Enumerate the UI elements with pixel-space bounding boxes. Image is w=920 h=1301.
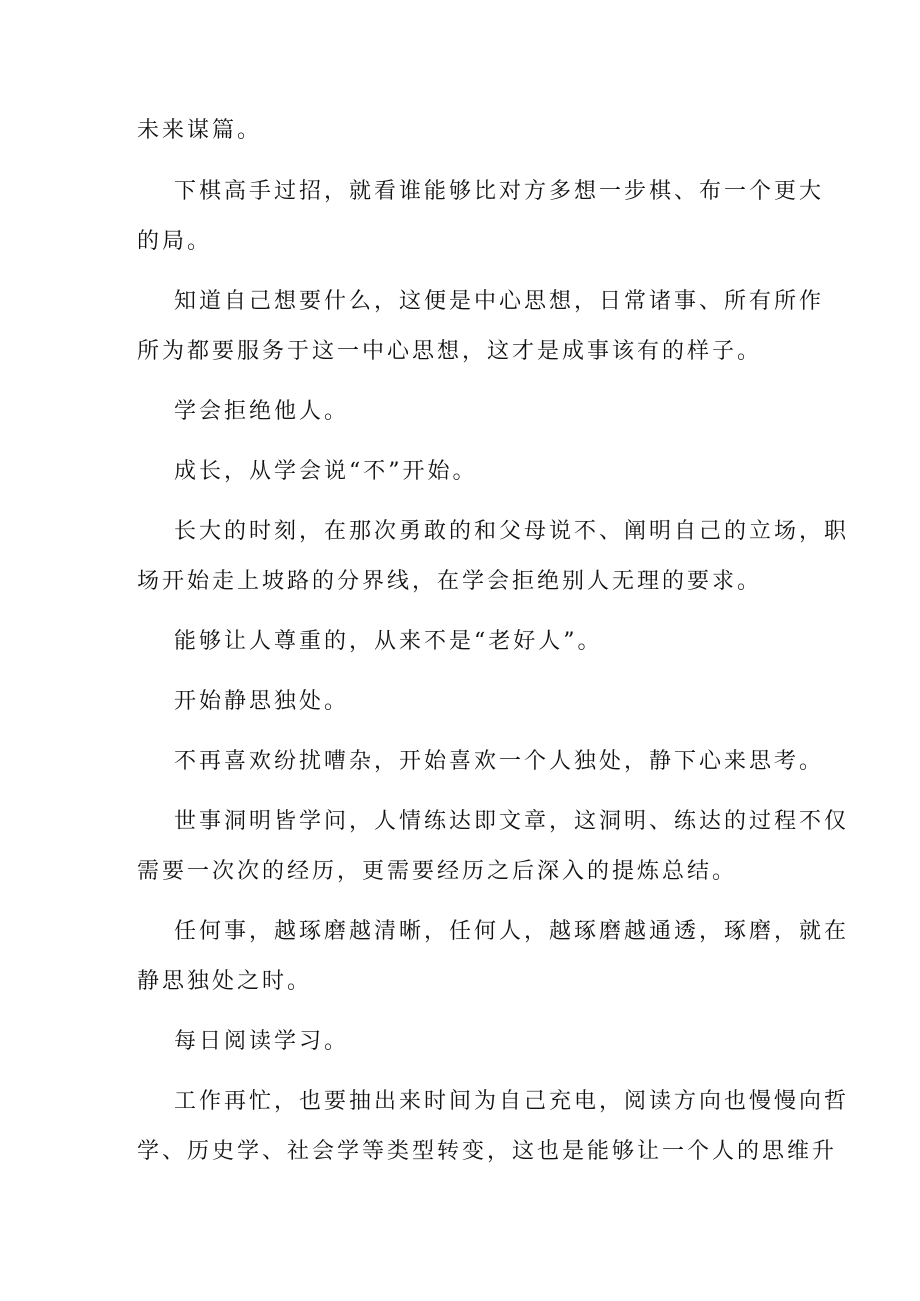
text-line-17: 每日阅读学习。 (174, 1029, 350, 1054)
text-line-16: 静思独处之时。 (137, 969, 313, 994)
text-line-18: 工作再忙，也要抽出来时间为自己充电，阅读方向也慢慢向哲 (174, 1089, 850, 1114)
text-line-9: 场开始走上坡路的分界线，在学会拒绝别人无理的要求。 (137, 569, 763, 594)
text-line-3: 的局。 (137, 229, 213, 254)
text-line-8: 长大的时刻，在那次勇敢的和父母说不、阐明自己的立场，职 (174, 519, 850, 544)
text-line-1: 未来谋篇。 (137, 118, 263, 143)
text-line-5: 所为都要服务于这一中心思想，这才是成事该有的样子。 (137, 339, 763, 364)
text-line-13: 世事洞明皆学问，人情练达即文章，这洞明、练达的过程不仅 (174, 809, 850, 834)
text-line-2: 下棋高手过招，就看谁能够比对方多想一步棋、布一个更大 (174, 179, 825, 204)
text-line-6: 学会拒绝他人。 (174, 399, 350, 424)
text-line-14: 需要一次次的经历，更需要经历之后深入的提炼总结。 (137, 859, 738, 884)
text-line-15: 任何事，越琢磨越清晰，任何人，越琢磨越通透，琢磨，就在 (174, 919, 850, 944)
text-line-12: 不再喜欢纷扰嘈杂，开始喜欢一个人独处，静下心来思考。 (174, 749, 825, 774)
text-line-4: 知道自己想要什么，这便是中心思想，日常诸事、所有所作 (174, 289, 825, 314)
text-line-11: 开始静思独处。 (174, 689, 350, 714)
text-line-10: 能够让人尊重的，从来不是“老好人”。 (174, 629, 603, 654)
text-line-19: 学、历史学、社会学等类型转变，这也是能够让一个人的思维升 (137, 1139, 838, 1164)
text-line-7: 成长，从学会说“不”开始。 (174, 459, 478, 484)
